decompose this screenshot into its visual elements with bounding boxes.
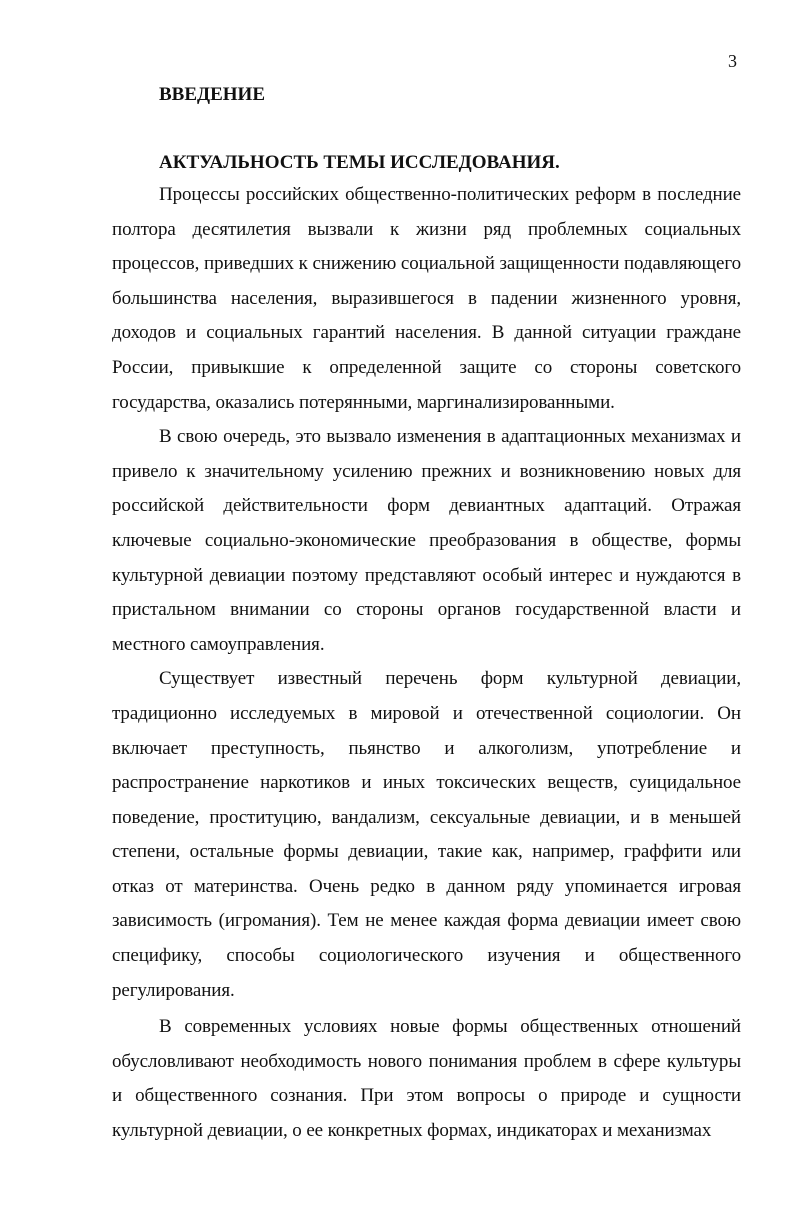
paragraph: Существует известный перечень форм культурной девиации, традиционно исследуемых в мировой и отечественной социологии. Он включает преступность, пьянство и алкоголизм, употребление и распространение наркотиков и иных токсических веществ, суицидальное поведение, проституцию, вандализм, сексуальные девиации, и в меньшей степени, остальные формы девиации, такие как, например, граффити или отказ от материнства. Очень редко в данном ряду упоминается игровая зависимость (игромания). Тем не менее каждая форма девиации имеет свою специфику, способы социологического изучения и общественного регулирования. [112, 668, 741, 1001]
section-heading-introduction: ВВЕДЕНИЕ [159, 84, 265, 105]
section-heading-relevance: АКТУАЛЬНОСТЬ ТЕМЫ ИССЛЕДОВАНИЯ. [159, 152, 560, 173]
paragraph: Процессы российских общественно-политических реформ в последние полтора десятилетия вызвали к жизни ряд проблемных социальных процессов, приведших к снижению социальной защищенности подавляющего большинства населения, выразившегося в падении жизненного уровня, доходов и социальных гарантий населения. В данной ситуации граждане России, привыкшие к определенной защите со стороны советского государства, оказались потерянными, маргинализированными. [112, 184, 741, 413]
paragraph: В свою очередь, это вызвало изменения в адаптационных механизмах и привело к значительному усилению прежних и возникновению новых для российской действительности форм девиантных адаптаций. Отражая ключевые социально-экономические преобразования в обществе, формы культурной девиации поэтому представляют особый интерес и нуждаются в пристальном внимании со стороны органов государственной власти и местного самоуправления. [112, 426, 741, 655]
page-number: 3 [728, 51, 737, 71]
paragraph: В современных условиях новые формы общественных отношений обусловливают необходимость нового понимания проблем в сфере культуры и общественного сознания. При этом вопросы о природе и сущности культурной девиации, о ее конкретных формах, индикаторах и механизмах [112, 1016, 741, 1142]
document-body [112, 80, 741, 1149]
